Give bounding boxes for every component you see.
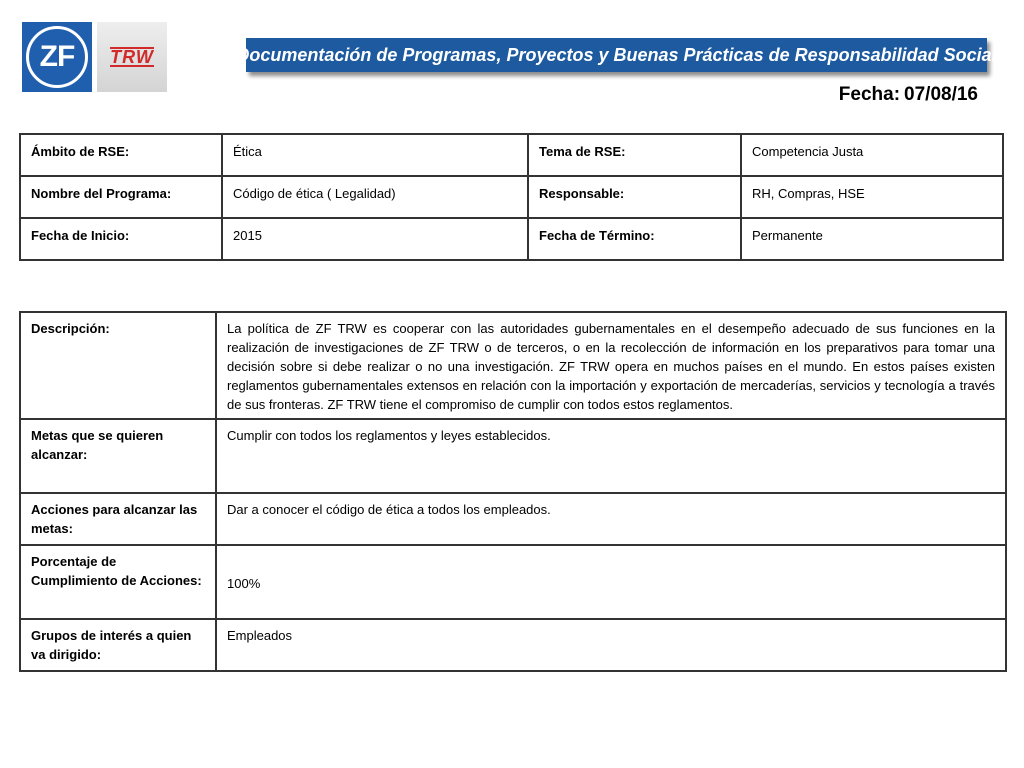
field-value: 2015 [222, 218, 528, 260]
trw-logo [97, 22, 167, 92]
field-label: Tema de RSE: [528, 134, 741, 176]
table-row [20, 545, 1006, 619]
table-row [20, 176, 1003, 218]
field-label: Fecha de Inicio: [20, 218, 222, 260]
completion-label: Porcentaje de Cumplimiento de Acciones: [20, 545, 216, 619]
field-label: Responsable: [528, 176, 741, 218]
field-value: Competencia Justa [741, 134, 1003, 176]
trw-logo-text: TRW [110, 47, 154, 67]
field-value: RH, Compras, HSE [741, 176, 1003, 218]
field-label: Nombre del Programa: [20, 176, 222, 218]
stakeholders-value: Empleados [216, 619, 1006, 671]
completion-value: 100% [216, 545, 1006, 619]
zf-logo [22, 22, 92, 92]
actions-label: Acciones para alcanzar las metas: [20, 493, 216, 545]
zf-logo-text: ZF [26, 26, 88, 88]
date-value: 07/08/16 [904, 84, 978, 105]
goals-label: Metas que se quieren alcanzar: [20, 419, 216, 493]
stakeholders-label: Grupos de interés a quien va dirigido: [20, 619, 216, 671]
description-value: La política de ZF TRW es cooperar con las autoridades gubernamentales en el desempeño adecuado de sus funciones en la realización de investigaciones de ZF TRW o de terceros, o en la recolección de información en los preparativos para tomar una decisión sobre si debe realizar o no una investigación. ZF TRW opera en muchos países en el mundo. En estos países existen reglamentos gubernamentales extensos en relación con la importación y exportación de mercaderías, servicios y tecnología a través de sus fronteras. ZF TRW tiene el compromiso de cumplir con todos estos reglamentos. [216, 312, 1006, 419]
date-label: Fecha: [838, 84, 901, 105]
date-line [835, 84, 978, 106]
field-label: Fecha de Término: [528, 218, 741, 260]
table-row [20, 218, 1003, 260]
title-banner [236, 38, 997, 72]
field-value: Código de ética ( Legalidad) [222, 176, 528, 218]
table-row [20, 619, 1006, 671]
table-row [20, 493, 1006, 545]
table-row [20, 134, 1003, 176]
goals-value: Cumplir con todos los reglamentos y leyes establecidos. [216, 419, 1006, 493]
field-value: Permanente [741, 218, 1003, 260]
table-row [20, 419, 1006, 493]
program-detail-table [19, 311, 1007, 672]
program-info-table [19, 133, 1004, 261]
page-title: Documentación de Programas, Proyectos y Buenas Prácticas de Responsabilidad Social [236, 44, 997, 65]
description-label: Descripción: [20, 312, 216, 419]
field-label: Ámbito de RSE: [20, 134, 222, 176]
table-row [20, 312, 1006, 419]
actions-value: Dar a conocer el código de ética a todos los empleados. [216, 493, 1006, 545]
field-value: Ética [222, 134, 528, 176]
